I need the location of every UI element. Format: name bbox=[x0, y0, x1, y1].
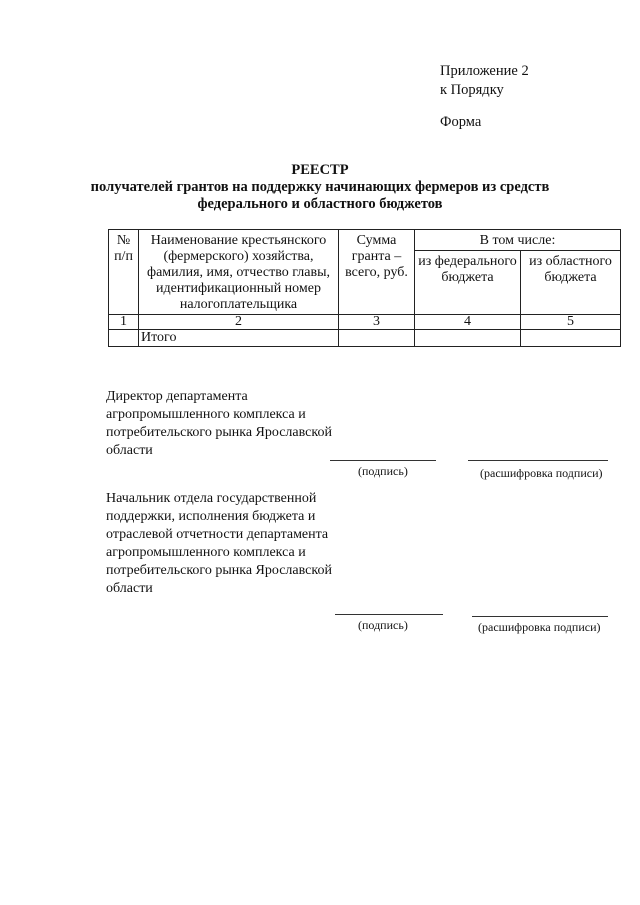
total-regional-cell bbox=[521, 330, 621, 347]
signature-line bbox=[335, 614, 443, 615]
title-line-2: получателей грантов на поддержку начинающих фермеров из средств bbox=[90, 179, 550, 195]
header-num: № п/п bbox=[109, 230, 139, 315]
header-name: Наименование крестьянского (фермерского) хозяйства, фамилия, имя, отчество главы, идентификационный номер налогоплательщика bbox=[139, 230, 339, 315]
decode-caption: (расшифровка подписи) bbox=[480, 466, 603, 480]
title-line-1: РЕЕСТР bbox=[291, 162, 349, 178]
header-federal: из федерального бюджета bbox=[415, 251, 521, 315]
column-number: 4 bbox=[415, 315, 521, 330]
signature-caption: (подпись) bbox=[358, 464, 408, 478]
header-regional: из областного бюджета bbox=[521, 251, 621, 315]
signature-caption: (подпись) bbox=[358, 618, 408, 632]
appendix-line-1: Приложение 2 bbox=[440, 63, 529, 79]
column-number: 1 bbox=[109, 315, 139, 330]
total-sum-cell bbox=[339, 330, 415, 347]
decode-line bbox=[468, 460, 608, 461]
column-number: 2 bbox=[139, 315, 339, 330]
decode-line bbox=[472, 616, 608, 617]
form-label: Форма bbox=[440, 114, 482, 130]
signature-position-head: Начальник отдела государственной поддержки, исполнения бюджета и отраслевой отчетности департамента агропромышленного комплекса и потребительского рынка Ярославской области bbox=[106, 491, 332, 596]
appendix-reference bbox=[440, 62, 529, 100]
decode-caption: (расшифровка подписи) bbox=[478, 620, 601, 634]
total-label: Итого bbox=[139, 330, 339, 347]
title-line-3: федерального и областного бюджетов bbox=[197, 196, 443, 212]
signature-line bbox=[330, 460, 436, 461]
header-sum: Сумма гранта – всего, руб. bbox=[339, 230, 415, 315]
document-title bbox=[0, 162, 640, 213]
appendix-line-2: к Порядку bbox=[440, 82, 504, 98]
registry-table bbox=[108, 229, 621, 347]
total-cell-empty bbox=[109, 330, 139, 347]
signature-position-director: Директор департамента агропромышленного комплекса и потребительского рынка Ярославской области bbox=[106, 389, 332, 458]
total-federal-cell bbox=[415, 330, 521, 347]
header-including: В том числе: bbox=[415, 230, 621, 251]
column-number: 5 bbox=[521, 315, 621, 330]
column-number: 3 bbox=[339, 315, 415, 330]
